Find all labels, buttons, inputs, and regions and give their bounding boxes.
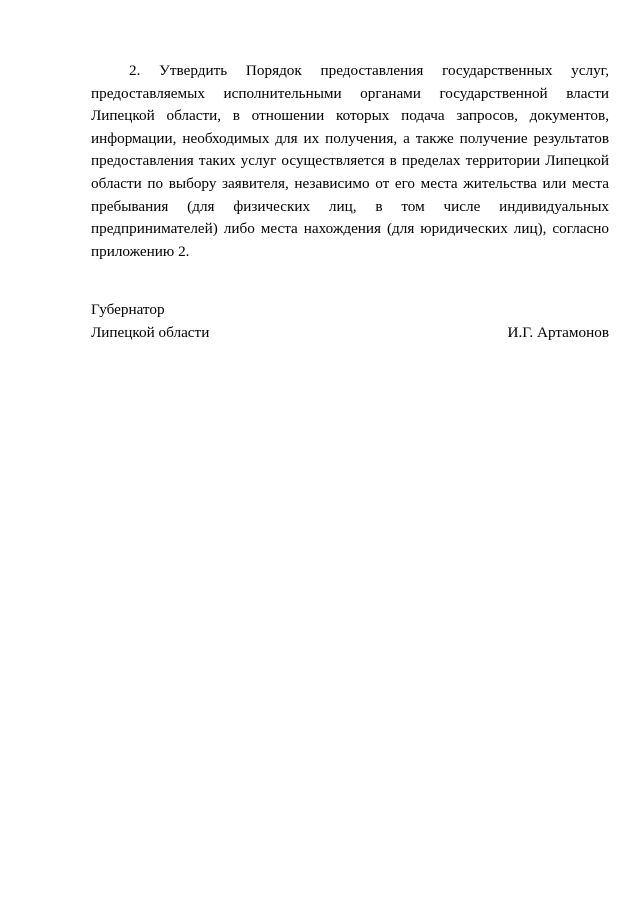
signer-name: И.Г. Артамонов bbox=[507, 323, 609, 341]
signer-position-region: Липецкой области bbox=[91, 323, 210, 341]
signer-position-title: Губернатор bbox=[91, 301, 165, 318]
signature-position-row-1 bbox=[91, 299, 609, 322]
signature-position-row-2 bbox=[91, 322, 609, 345]
signature-block bbox=[91, 299, 609, 344]
paragraph-item-2: 2. Утвердить Порядок предоставления государственных услуг, предоставляемых исполнительными органами государственной власти Липецкой области, в отношении которых подача запросов, документов, информации, необходимых для их получения, а также получение результатов предоставления таких услуг осуществляется в пределах территории Липецкой области по выбору заявителя, независимо от его места жительства или места пребывания (для физических лиц, в том числе индивидуальных предпринимателей) либо места нахождения (для юридических лиц), согласно приложению 2. bbox=[91, 62, 609, 260]
